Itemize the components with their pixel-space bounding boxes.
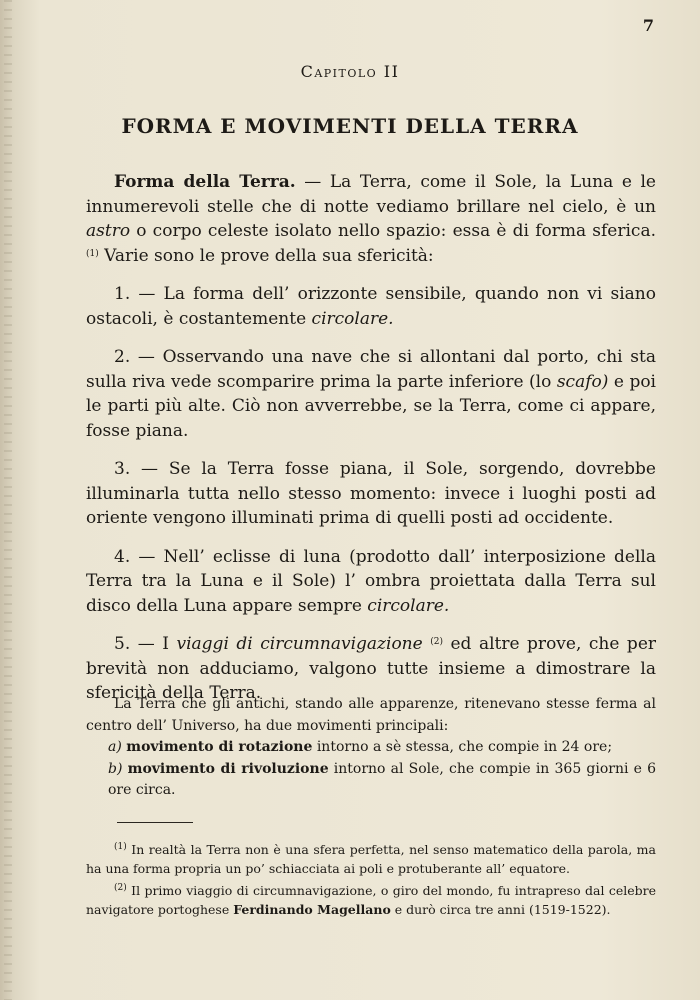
movement-a-term: movimento di rotazione [126,739,313,755]
footnote-1-text: In realtà la Terra non è una sfera perfetta, nel senso matematico della parola, ma ha una forma propria un po’ schiacciata ai poli e protuberante all’ equatore. [86,842,656,876]
footnote-ref-2: (2) [430,637,443,647]
proof-5-text-b: ed altre prove, che per brevità non adduciamo, valgono tutte insieme a dimostrare la sfericità della Terra. [86,634,657,703]
movement-a-text: intorno a sè stessa, che compie in 24 ore; [312,739,613,755]
movement-b-term: movimento di rivoluzione [127,760,329,777]
proof-2-emphasis: scafo) [556,371,609,392]
main-text [86,170,656,720]
footnote-ref-1: (1) [86,248,99,259]
proof-5-text-a: 5. — I [114,634,177,654]
footnote-1-marker: (1) [114,842,127,852]
footnote-2-text-a: Il primo viaggio di circumnavigazione, o giro del mondo, fu intrapreso dal celebre navigatore portoghese [86,883,656,917]
movements-intro: La Terra che gli antichi, stando alle apparenze, ritenevano stesse ferma al centro dell’ Universo, ha due movimenti principali: [86,696,656,734]
movements-section [86,694,656,802]
movement-b [86,759,656,802]
astro-term: astro [86,221,131,241]
footnote-divider [117,822,193,823]
binding-gutter [4,0,12,1000]
footnote-2-marker: (2) [114,883,127,893]
movement-b-label: b) [108,760,123,777]
footnotes [86,840,656,922]
proof-1 [86,282,656,331]
intro-text-2: o corpo celeste isolato nello spazio: essa è di forma sferica. [130,221,656,241]
movement-b-text: intorno al Sole, che compie in 365 giorni e 6 ore circa. [108,760,657,798]
footnote-2-name: Ferdinando Magellano [233,902,391,917]
proof-4-text: 4. — Nell’ eclisse di luna (prodotto dall’ interposizione della Terra tra la Luna e il Sole) l’ ombra proiettata dalla Terra sul disco della Luna appare sempre [86,546,656,616]
footnote-2-text-b: e durò circa tre anni (1519-1522). [390,902,611,917]
page-number: 7 [642,16,654,35]
proof-1-emphasis: circolare. [311,308,394,329]
proof-2 [86,345,656,443]
proof-2-text-a: 2. — Osservando una nave che si allontani dal porto, chi sta sulla riva vede scomparire prima la parte inferiore (lo [86,347,656,392]
chapter-title: FORMA E MOVIMENTI DELLA TERRA [121,114,579,138]
proof-2-text-b: e poi le parti più alte. Ciò non avverrebbe, se la Terra, come ci appare, fosse piana. [86,371,656,441]
footnote-2 [86,881,656,919]
movement-a [86,737,656,759]
intro-text-3: Varie sono le prove della sua sfericità: [98,245,434,266]
proof-1-text: 1. — La forma dell’ orizzonte sensibile, quando non vi siano ostacoli, è costantemente [86,284,656,329]
chapter-label: Capitolo II [300,62,400,81]
intro-text-1: — La Terra, come il Sole, la Luna e le innumerevoli stelle che di notte vediamo brillare nel cielo, è un [86,172,656,217]
intro-paragraph [86,170,656,268]
movement-a-label: a) [108,739,122,755]
proof-5-emphasis: viaggi di circumnavigazione [176,634,423,654]
section-lead: Forma della Terra. [114,172,296,192]
footnote-1 [86,840,656,878]
proof-4 [86,545,656,619]
proof-3: 3. — Se la Terra fosse piana, il Sole, sorgendo, dovrebbe illuminarla tutta nello stesso momento: invece i luoghi posti ad oriente vengono illuminati prima di quelli posti ad occidente. [86,459,656,528]
proof-4-emphasis: circolare. [367,595,450,616]
